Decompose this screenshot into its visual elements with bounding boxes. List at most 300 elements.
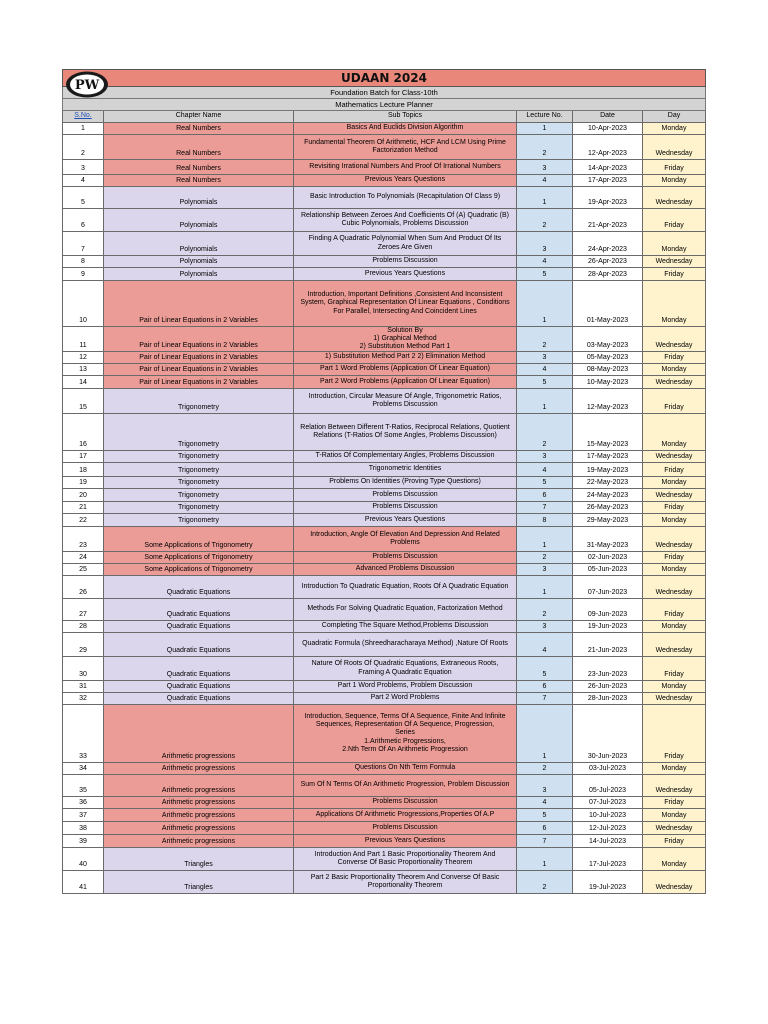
table-row: [62, 809, 706, 822]
day-cell-text: Friday: [664, 466, 684, 474]
day-cell-text: Monday: [661, 478, 687, 486]
sno-cell-text: 2: [81, 149, 85, 157]
sno-cell: [62, 187, 104, 209]
day-cell-text: Wednesday: [655, 541, 693, 549]
lecture-no-cell: [517, 327, 573, 352]
chapter-cell: [104, 389, 294, 414]
lecture-no-cell: [517, 451, 573, 463]
date-cell-text: 17-Apr-2023: [588, 176, 627, 184]
date-cell: [573, 576, 643, 599]
chapter-cell: [104, 809, 294, 822]
date-cell: [573, 705, 643, 763]
chapter-cell-text: Real Numbers: [176, 164, 221, 172]
subtopic-cell: [294, 599, 517, 621]
date-cell: [573, 232, 643, 256]
lecture-no-cell: [517, 135, 573, 160]
chapter-cell: [104, 327, 294, 352]
subtopic-cell-text: Part 2 Word Problems: [370, 694, 440, 702]
sno-cell: [62, 256, 104, 268]
chapter-cell-text: Polynomials: [179, 198, 218, 206]
day-cell: [643, 576, 706, 599]
day-cell-text: Friday: [664, 164, 684, 172]
sno-cell: [62, 871, 104, 894]
chapter-cell-text: Arithmetic progressions: [161, 798, 236, 806]
chapter-cell-text: Arithmetic progressions: [161, 786, 236, 794]
chapter-cell: [104, 502, 294, 514]
date-cell: [573, 502, 643, 514]
date-cell: [573, 763, 643, 775]
date-cell: [573, 633, 643, 657]
chapter-cell: [104, 489, 294, 502]
date-cell-text: 28-Apr-2023: [588, 270, 627, 278]
chapter-cell-text: Trigonometry: [178, 466, 219, 474]
date-cell: [573, 209, 643, 232]
table-row: [62, 187, 706, 209]
date-cell-text: 21-Apr-2023: [588, 221, 627, 229]
lecture-no-cell-text: 5: [542, 811, 547, 819]
day-cell: [643, 599, 706, 621]
table-row: [62, 232, 706, 256]
lecture-no-cell-text: 1: [542, 860, 547, 868]
day-cell-text: Wednesday: [655, 378, 693, 386]
chapter-cell: [104, 187, 294, 209]
subtopic-cell: [294, 376, 517, 389]
day-cell: [643, 389, 706, 414]
subtopic-cell-text: Advanced Problems Discussion: [355, 565, 455, 573]
date-cell-text: 09-Jun-2023: [587, 610, 628, 618]
sno-cell: [62, 451, 104, 463]
date-cell: [573, 463, 643, 477]
day-cell-text: Monday: [661, 365, 687, 373]
sno-cell-text: 12: [79, 353, 87, 361]
subtopic-cell-text: Nature Of Roots Of Quadratic Equations, Extraneous Roots, Framing A Quadratic Equation: [311, 660, 499, 676]
table-row: [62, 552, 706, 564]
subtopic-cell-text: Problems Discussion: [372, 257, 438, 265]
day-cell-text: Wednesday: [655, 257, 693, 265]
sno-cell-text: 38: [79, 824, 87, 832]
date-cell: [573, 376, 643, 389]
date-cell-text: 07-Jul-2023: [589, 798, 626, 806]
day-cell: [643, 477, 706, 489]
date-cell-text: 05-Jul-2023: [589, 786, 626, 794]
sno-cell-text: 1: [81, 124, 85, 132]
date-cell-text: 19-May-2023: [586, 466, 629, 474]
table-row: [62, 763, 706, 775]
subtopic-cell-text: Methods For Solving Quadratic Equation, Factorization Method: [307, 605, 503, 613]
date-cell: [573, 681, 643, 693]
subtopic-cell: [294, 621, 517, 633]
lecture-no-cell: [517, 763, 573, 775]
day-cell-text: Monday: [661, 764, 687, 772]
day-cell: [643, 527, 706, 552]
day-cell-text: Friday: [664, 670, 684, 678]
date-cell: [573, 693, 643, 705]
lecture-no-cell-text: 7: [542, 837, 547, 845]
day-cell: [643, 705, 706, 763]
day-cell: [643, 175, 706, 187]
chapter-cell-text: Arithmetic progressions: [161, 752, 236, 760]
table-row: [62, 797, 706, 809]
day-cell-text: Friday: [664, 221, 684, 229]
day-cell: [643, 763, 706, 775]
sno-cell: [62, 414, 104, 451]
lecture-no-cell: [517, 281, 573, 327]
sno-cell-text: 5: [81, 198, 85, 206]
sno-cell: [62, 209, 104, 232]
subtopic-cell-text: Trigonometric Identities: [368, 465, 442, 473]
day-cell: [643, 835, 706, 848]
day-cell-text: Monday: [661, 440, 687, 448]
subtopic-cell-text: Introduction And Part 1 Basic Proportionality Theorem And Converse Of Basic Proportionality Theorem: [314, 850, 496, 866]
chapter-cell-text: Trigonometry: [178, 403, 219, 411]
lecture-no-cell: [517, 160, 573, 175]
lecture-no-cell: [517, 657, 573, 681]
lecture-no-cell: [517, 797, 573, 809]
lecture-no-cell: [517, 414, 573, 451]
chapter-cell: [104, 281, 294, 327]
sno-cell: [62, 527, 104, 552]
subtopic-cell: [294, 835, 517, 848]
date-cell: [573, 822, 643, 835]
sno-cell: [62, 576, 104, 599]
table-row: [62, 451, 706, 463]
subtopic-cell-text: Introduction, Circular Measure Of Angle, Trigonometric Ratios, Problems Discussion: [308, 392, 502, 408]
day-cell: [643, 693, 706, 705]
date-cell: [573, 123, 643, 135]
lecture-no-cell-text: 8: [542, 516, 547, 524]
subtopic-cell-text: Solution By 1) Graphical Method 2) Substitution Method Part 1: [359, 327, 451, 351]
date-cell-text: 26-Apr-2023: [588, 257, 627, 265]
subtopic-cell: [294, 256, 517, 268]
subtopic-cell-text: Previous Years Questions: [364, 269, 446, 277]
table-row: [62, 268, 706, 281]
lecture-no-cell-text: 2: [542, 883, 547, 891]
day-cell-text: Friday: [664, 270, 684, 278]
chapter-cell: [104, 123, 294, 135]
lecture-no-cell: [517, 364, 573, 376]
day-cell-text: Wednesday: [655, 588, 693, 596]
day-cell-text: Monday: [661, 245, 687, 253]
chapter-cell-text: Trigonometry: [178, 491, 219, 499]
day-cell: [643, 414, 706, 451]
lecture-no-cell-text: 3: [542, 353, 547, 361]
chapter-cell: [104, 160, 294, 175]
lecture-no-cell-text: 4: [542, 257, 547, 265]
lecture-no-cell: [517, 705, 573, 763]
date-cell-text: 22-May-2023: [586, 478, 629, 486]
sno-cell-text: 6: [81, 221, 85, 229]
chapter-cell: [104, 775, 294, 797]
date-cell: [573, 552, 643, 564]
date-cell: [573, 256, 643, 268]
chapter-cell-text: Triangles: [184, 860, 213, 868]
lecture-no-cell-text: 2: [542, 221, 547, 229]
day-cell-text: Wednesday: [655, 491, 693, 499]
subtopic-cell-text: Problems Discussion: [372, 823, 438, 831]
lecture-no-cell-text: 5: [542, 478, 547, 486]
date-cell-text: 03-Jul-2023: [589, 764, 626, 772]
day-cell-text: Monday: [661, 860, 687, 868]
date-cell: [573, 389, 643, 414]
subtopic-cell-text: Problems On Identities (Proving Type Questions): [329, 478, 481, 486]
chapter-cell: [104, 693, 294, 705]
day-cell-text: Monday: [661, 516, 687, 524]
sno-cell: [62, 809, 104, 822]
date-cell-text: 05-May-2023: [586, 353, 629, 361]
sno-cell: [62, 693, 104, 705]
sno-cell: [62, 327, 104, 352]
header-lecture-no: Lecture No.: [517, 111, 573, 123]
day-cell: [643, 552, 706, 564]
day-cell: [643, 871, 706, 894]
chapter-cell: [104, 364, 294, 376]
chapter-cell: [104, 527, 294, 552]
lecture-no-cell-text: 2: [542, 149, 547, 157]
lecture-no-cell: [517, 352, 573, 364]
subtopic-cell-text: Part 2 Basic Proportionality Theorem And Converse Of Basic Proportionality Theorem: [310, 873, 500, 889]
chapter-cell: [104, 599, 294, 621]
date-cell: [573, 135, 643, 160]
day-cell: [643, 268, 706, 281]
lecture-no-cell: [517, 463, 573, 477]
date-cell-text: 14-Jul-2023: [589, 837, 626, 845]
lecture-no-cell: [517, 209, 573, 232]
lecture-no-cell: [517, 835, 573, 848]
lecture-no-cell: [517, 187, 573, 209]
table-row: [62, 414, 706, 451]
day-cell-text: Friday: [664, 752, 684, 760]
date-cell: [573, 871, 643, 894]
sno-cell: [62, 775, 104, 797]
lecture-no-cell: [517, 376, 573, 389]
sno-cell-text: 40: [79, 860, 87, 868]
chapter-cell: [104, 135, 294, 160]
lecture-no-cell: [517, 502, 573, 514]
day-cell-text: Wednesday: [655, 883, 693, 891]
sno-cell-text: 36: [79, 798, 87, 806]
chapter-cell-text: Trigonometry: [178, 440, 219, 448]
table-row: [62, 477, 706, 489]
lecture-no-cell: [517, 633, 573, 657]
subtopic-cell-text: Part 1 Word Problems (Application Of Linear Equation): [320, 365, 490, 373]
sno-cell-text: 9: [81, 270, 85, 278]
sno-cell-text: 20: [79, 491, 87, 499]
date-cell-text: 31-May-2023: [586, 541, 629, 549]
sno-cell-text: 28: [79, 622, 87, 630]
date-cell-text: 26-Jun-2023: [587, 682, 628, 690]
lecture-no-cell: [517, 123, 573, 135]
chapter-cell-text: Trigonometry: [178, 503, 219, 511]
subtopic-cell: [294, 463, 517, 477]
day-cell-text: Friday: [664, 503, 684, 511]
chapter-cell-text: Real Numbers: [176, 124, 221, 132]
day-cell-text: Monday: [661, 565, 687, 573]
date-cell-text: 24-Apr-2023: [588, 245, 627, 253]
date-cell: [573, 451, 643, 463]
date-cell-text: 01-May-2023: [586, 316, 629, 324]
subtopic-cell-text: Part 1 Word Problems, Problem Discussion: [337, 682, 473, 690]
sno-cell-text: 41: [79, 883, 87, 891]
date-cell: [573, 268, 643, 281]
lecture-no-cell-text: 4: [542, 646, 547, 654]
subtopic-cell: [294, 775, 517, 797]
table-row: [62, 463, 706, 477]
lecture-no-cell: [517, 576, 573, 599]
subtopic-cell: [294, 187, 517, 209]
chapter-cell-text: Some Applications of Trigonometry: [144, 553, 253, 561]
lecture-no-cell-text: 5: [542, 270, 547, 278]
chapter-cell-text: Quadratic Equations: [166, 670, 231, 678]
day-cell: [643, 681, 706, 693]
subtopic-cell-text: Problems Discussion: [372, 503, 438, 511]
lecture-no-cell: [517, 232, 573, 256]
chapter-cell: [104, 705, 294, 763]
sno-cell-text: 25: [79, 565, 87, 573]
subtopic-cell-text: Sum Of N Terms Of An Arithmetic Progression, Problem Discussion: [300, 781, 510, 789]
lecture-no-cell-text: 2: [542, 440, 547, 448]
lecture-no-cell: [517, 389, 573, 414]
lecture-no-cell: [517, 175, 573, 187]
lecture-no-cell-text: 1: [542, 541, 547, 549]
date-cell: [573, 809, 643, 822]
table-row: [62, 681, 706, 693]
chapter-cell: [104, 633, 294, 657]
lecture-no-cell-text: 3: [542, 164, 547, 172]
subtopic-cell-text: Basics And Euclids Division Algorithm: [346, 124, 464, 132]
date-cell-text: 29-May-2023: [586, 516, 629, 524]
table-row: [62, 160, 706, 175]
chapter-cell-text: Quadratic Equations: [166, 588, 231, 596]
subtopic-cell-text: Introduction, Sequence, Terms Of A Sequence, Finite And Infinite Sequences, Representation Of A Sequence, Progression, Series 1.Arithmetic Progressions, 2.Nth Term Of An Arithmetic Progression: [304, 712, 506, 753]
day-cell-text: Wednesday: [655, 786, 693, 794]
chapter-cell-text: Quadratic Equations: [166, 646, 231, 654]
date-cell: [573, 160, 643, 175]
batch-subtitle: Foundation Batch for Class-10th: [62, 87, 706, 99]
table-header-row: [62, 111, 706, 123]
day-cell-text: Friday: [664, 403, 684, 411]
day-cell: [643, 514, 706, 527]
date-cell: [573, 775, 643, 797]
sno-cell: [62, 514, 104, 527]
lecture-no-cell-text: 4: [542, 176, 547, 184]
date-cell: [573, 281, 643, 327]
date-cell: [573, 621, 643, 633]
date-cell: [573, 364, 643, 376]
chapter-cell: [104, 621, 294, 633]
day-cell: [643, 463, 706, 477]
chapter-cell-text: Polynomials: [179, 270, 218, 278]
subtopic-cell: [294, 527, 517, 552]
lecture-no-cell: [517, 621, 573, 633]
day-cell-text: Friday: [664, 353, 684, 361]
lecture-no-cell-text: 4: [542, 466, 547, 474]
table-row: [62, 281, 706, 327]
day-cell-text: Friday: [664, 553, 684, 561]
sno-cell-text: 11: [79, 341, 87, 349]
table-row: [62, 135, 706, 160]
subtopic-cell: [294, 209, 517, 232]
chapter-cell: [104, 835, 294, 848]
sno-cell: [62, 364, 104, 376]
table-row: [62, 576, 706, 599]
lecture-no-cell-text: 6: [542, 824, 547, 832]
sno-cell-text: 16: [79, 440, 87, 448]
day-cell-text: Monday: [661, 682, 687, 690]
subtopic-cell-text: Introduction To Quadratic Equation, Roots Of A Quadratic Equation: [301, 582, 509, 590]
sno-cell-text: 33: [79, 752, 87, 760]
chapter-cell: [104, 232, 294, 256]
day-cell-text: Monday: [661, 622, 687, 630]
table-row: [62, 376, 706, 389]
chapter-cell-text: Quadratic Equations: [166, 682, 231, 690]
date-cell-text: 19-Jul-2023: [589, 883, 626, 891]
day-cell: [643, 502, 706, 514]
table-row: [62, 705, 706, 763]
subtopic-cell-text: Previous Years Questions: [364, 176, 446, 184]
chapter-cell-text: Pair of Linear Equations in 2 Variables: [139, 378, 258, 386]
table-row: [62, 621, 706, 633]
subtopic-cell-text: Part 2 Word Problems (Application Of Linear Equation): [320, 377, 490, 385]
date-cell-text: 21-Jun-2023: [587, 646, 628, 654]
lecture-no-cell-text: 3: [542, 565, 547, 573]
subtopic-cell: [294, 576, 517, 599]
day-cell: [643, 621, 706, 633]
date-cell-text: 10-Jul-2023: [589, 811, 626, 819]
day-cell-text: Wednesday: [655, 694, 693, 702]
header-chapter: Chapter Name: [104, 111, 294, 123]
subtopic-cell: [294, 514, 517, 527]
lecture-no-cell: [517, 514, 573, 527]
subtopic-cell: [294, 693, 517, 705]
date-cell: [573, 414, 643, 451]
table-row: [62, 489, 706, 502]
chapter-cell-text: Arithmetic progressions: [161, 764, 236, 772]
chapter-cell: [104, 763, 294, 775]
subtopic-cell-text: Introduction, Angle Of Elevation And Depression And Related Problems: [310, 530, 500, 546]
subtopic-cell: [294, 797, 517, 809]
day-cell-text: Wednesday: [655, 149, 693, 157]
table-row: [62, 502, 706, 514]
lecture-no-cell: [517, 809, 573, 822]
chapter-cell: [104, 463, 294, 477]
lecture-no-cell: [517, 871, 573, 894]
subtopic-cell: [294, 135, 517, 160]
sno-cell-text: 24: [79, 553, 87, 561]
subtopic-cell-text: Quadratic Formula (Shreedharacharaya Method) ,Nature Of Roots: [302, 640, 508, 648]
sno-cell: [62, 135, 104, 160]
day-cell-text: Friday: [664, 837, 684, 845]
subtopic-cell-text: Revisiting Irrational Numbers And Proof Of Irrational Numbers: [309, 162, 501, 170]
sno-cell: [62, 175, 104, 187]
lecture-no-cell-text: 3: [542, 245, 547, 253]
day-cell-text: Monday: [661, 811, 687, 819]
date-cell: [573, 327, 643, 352]
subtopic-cell: [294, 477, 517, 489]
sno-cell: [62, 763, 104, 775]
header-subtopics: Sub Topics: [294, 111, 517, 123]
subtopic-cell: [294, 160, 517, 175]
table-row: [62, 775, 706, 797]
subtopic-cell: [294, 763, 517, 775]
date-cell: [573, 657, 643, 681]
sno-cell: [62, 502, 104, 514]
lecture-no-cell: [517, 552, 573, 564]
subtopic-cell: [294, 364, 517, 376]
subtopic-cell: [294, 564, 517, 576]
date-cell: [573, 797, 643, 809]
lecture-no-cell-text: 5: [542, 670, 547, 678]
chapter-cell: [104, 451, 294, 463]
